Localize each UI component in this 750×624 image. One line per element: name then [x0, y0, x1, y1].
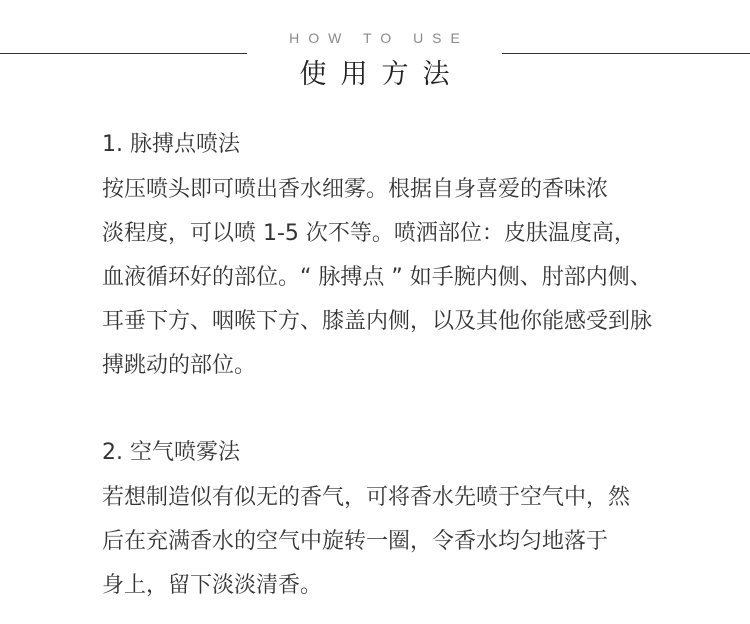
- page-header: [0, 0, 750, 100]
- body-line: 搏跳动的部位。: [102, 353, 257, 378]
- section-heading: 2. 空气喷雾法: [102, 440, 240, 465]
- section-body: [102, 168, 662, 388]
- body-line: 淡程度，可以喷 1-5 次不等。喷洒部位：皮肤温度高，: [102, 221, 636, 246]
- body-line: 耳垂下方、咽喉下方、膝盖内侧，以及其他你能感受到脉: [102, 309, 653, 334]
- body-line: 按压喷头即可喷出香水细雾。根据自身喜爱的香味浓: [102, 177, 609, 202]
- page-title: 使用方法: [299, 59, 464, 90]
- header-rule-left: [0, 53, 247, 54]
- header-rule-right: [502, 53, 750, 54]
- body-line: 后在充满香水的空气中旋转一圈，令香水均匀地落于: [102, 529, 609, 554]
- body-line: 若想制造似有似无的香气，可将香水先喷于空气中，然: [102, 485, 631, 510]
- section-heading: 1. 脉搏点喷法: [102, 132, 240, 157]
- section-body: [102, 476, 662, 608]
- section-pulse-point-method: [102, 130, 662, 388]
- body-line: 血液循环好的部位。“ 脉搏点 ” 如手腕内侧、肘部内侧、: [102, 265, 652, 290]
- body-line: 身上，留下淡淡清香。: [102, 573, 323, 598]
- section-air-spray-method: [102, 438, 662, 608]
- header-subtitle: HOW TO USE: [289, 30, 469, 46]
